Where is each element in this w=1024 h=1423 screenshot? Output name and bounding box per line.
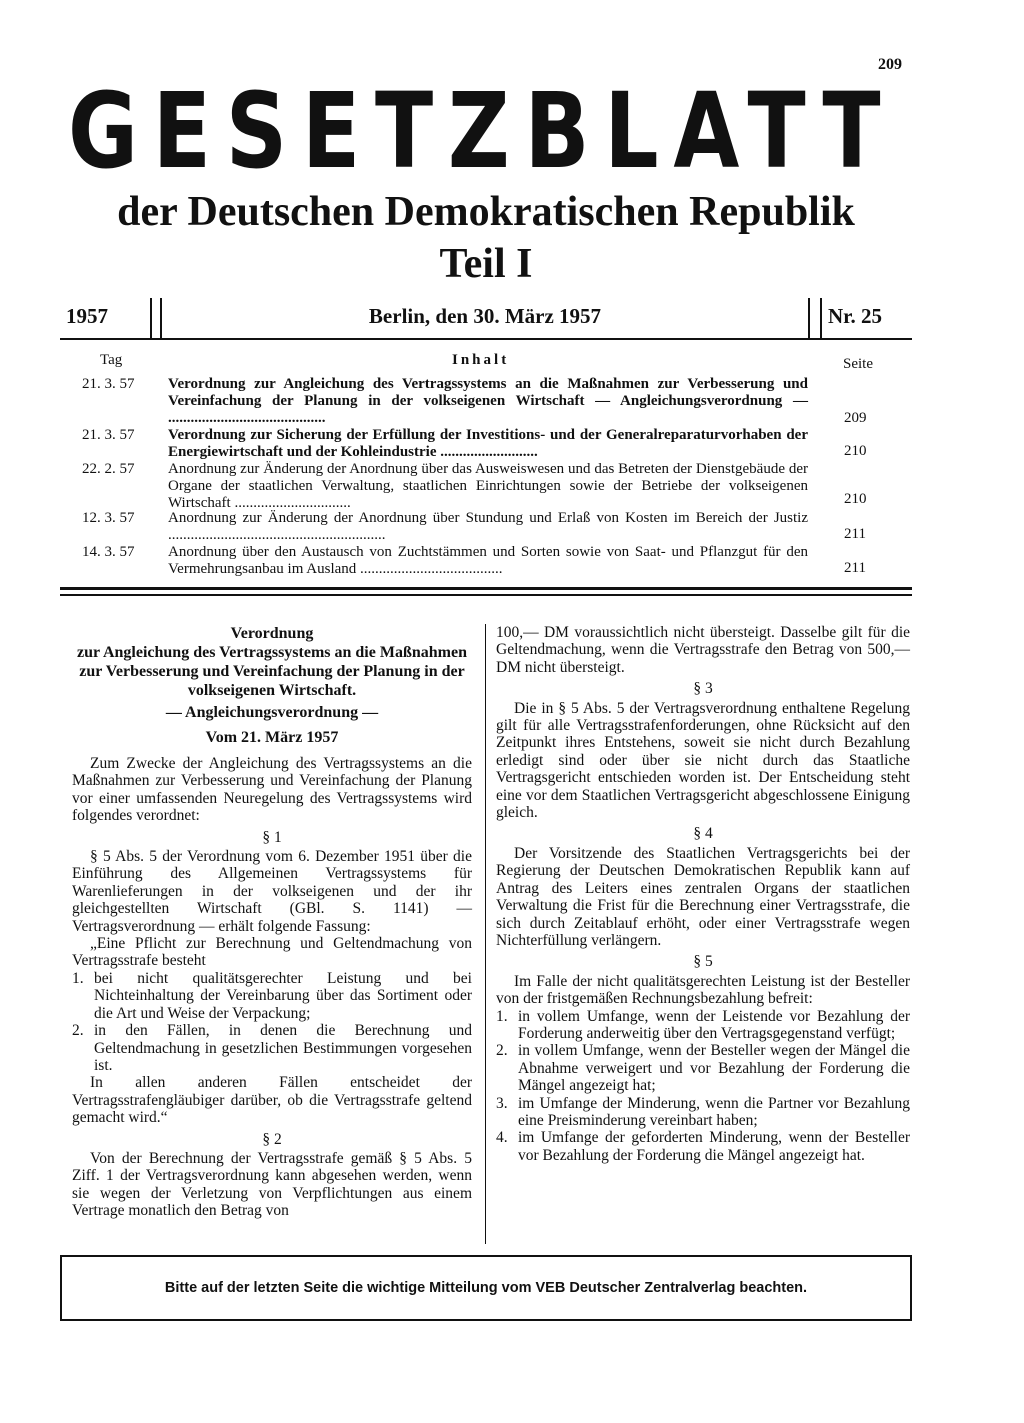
article-title: Verordnung	[230, 625, 314, 642]
list-item-text: in vollem Umfange, wenn der Besteller wegen der Mängel die Abnahme verweigert und vor Bezahlung der Forderung die Mängel angezeigt hat;	[518, 1042, 910, 1095]
toc-entry-page: 209	[844, 410, 867, 426]
toc-column-seite: Seite	[843, 356, 873, 372]
toc-entry-title: Anordnung zur Änderung der Anordnung über Stundung und Erlaß von Kosten im Bereich der Justiz ..........................................................	[168, 510, 808, 543]
toc-entry-date: 21. 3. 57	[82, 427, 135, 443]
toc-entry-title: Anordnung über den Austausch von Zuchtstämmen und Sorten sowie von Saat- und Pflanzgut für den Vermehrungsanbau im Ausland ......................................	[168, 544, 808, 577]
header-rule	[60, 338, 912, 340]
article-short-title: — Angleichungsverordnung —	[165, 704, 379, 721]
list-item	[496, 1008, 910, 1043]
toc-bottom-rule-2	[60, 594, 912, 596]
list-item-text: in vollem Umfange, wenn der Leistende vor Bezahlung der Forderung anderweitig über den Vertragsgegenstand verfügt;	[518, 1007, 910, 1042]
toc-entry-title: Anordnung zur Änderung der Anordnung über das Ausweiswesen und das Betreten der Dienstgebäude der Organe der staatlichen Verwaltung, staatlichen Einrichtungen sowie der Betriebe der volkseigenen Wirtschaft ...............................	[168, 461, 808, 511]
list-item-number: 4.	[496, 1129, 508, 1147]
notice-box: Bitte auf der letzten Seite die wichtige Mitteilung vom VEB Deutscher Zentralverlag beachten.	[60, 1255, 912, 1321]
section-5-heading: § 5	[693, 953, 713, 971]
article-title-rest: zur Angleichung des Vertragssystems an die Maßnahmen zur Verbesserung und Vereinfachung der Planung in der volkseigenen Wirtschaft.	[77, 644, 467, 699]
toc-entry[interactable]	[82, 510, 902, 544]
list-item	[72, 1022, 472, 1074]
toc-entry-date: 22. 2. 57	[82, 461, 135, 477]
toc-entry-title: Verordnung zur Angleichung des Vertragssystems an die Maßnahmen zur Verbesserung und Vereinfachung der Planung in der volkseigenen Wirtschaft — Angleichungsverordnung — ..........................................	[168, 376, 808, 426]
issue-place-date: Berlin, den 30. März 1957	[160, 298, 810, 338]
article-right-column	[496, 624, 910, 1164]
toc-entry-page: 210	[844, 491, 867, 507]
toc-heading: Inhalt	[452, 352, 510, 368]
section-1-closing: In allen anderen Fällen entscheidet der Vertragsstrafengläubiger darüber, ob die Vertragsstrafe geltend gemacht wird.“	[72, 1074, 472, 1127]
list-item-number: 2.	[496, 1042, 508, 1060]
section-3-text: Die in § 5 Abs. 5 der Vertragsverordnung enthaltene Regelung gilt für alle Vertragsstrafenforderungen, ohne Rücksicht auf den Zeitpunkt ihres Entstehens, soweit sie nicht durch Bezahlung erledigt sind oder über sie nicht durch das Staatliche Vertragsgericht entschieden worden ist. Der Entscheidung steht eine vor dem Staatlichen Vertragsgericht abgeschlossene Einigung gleich.	[496, 699, 910, 822]
masthead-subtitle: der Deutschen Demokratischen Republik	[117, 189, 855, 235]
column-divider	[485, 624, 486, 1244]
toc-entry-page: 211	[844, 526, 866, 542]
toc-column-tag: Tag	[100, 352, 123, 368]
article-left-column	[72, 624, 472, 1220]
toc-entry[interactable]	[82, 544, 902, 578]
list-item-number: 1.	[496, 1007, 508, 1025]
toc-entry-date: 12. 3. 57	[82, 510, 135, 526]
list-item	[496, 1095, 910, 1130]
list-item	[72, 970, 472, 1022]
section-2-heading: § 2	[262, 1130, 282, 1148]
masthead-part: Teil I	[439, 241, 533, 287]
list-item-number: 2.	[72, 1022, 84, 1040]
toc-entry-date: 21. 3. 57	[82, 376, 135, 392]
list-item-number: 1.	[72, 969, 84, 987]
section-5-text: Im Falle der nicht qualitätsgerechten Leistung ist der Besteller von der fristgemäßen Rechnungsbezahlung befreit:	[496, 972, 910, 1008]
section-2-text-continued: 100,— DM voraussichtlich nicht übersteigt. Dasselbe gilt für die Geltendmachung, wenn die Vertragsstrafe den Betrag von 500,— DM nicht übersteigt.	[496, 624, 910, 676]
list-item-text: im Umfange der geforderten Minderung, wenn der Besteller vor Bezahlung der Forderung die Mängel angezeigt hat.	[518, 1129, 910, 1164]
toc-entry[interactable]	[82, 427, 902, 461]
toc-entry-date: 14. 3. 57	[82, 544, 135, 560]
article-preamble: Zum Zwecke der Angleichung des Vertragssystems an die Maßnahmen zur Verbesserung und Vereinfachung der Planung vor einer umfassenden Neuregelung des Vertragssystems wird folgendes verordnet:	[72, 755, 472, 825]
list-item-text: bei nicht qualitätsgerechter Leistung und bei Nichteinhaltung der Vereinbarung über das Sortiment oder die Art und Weise der Verpackung;	[94, 969, 472, 1022]
section-3-heading: § 3	[693, 680, 713, 698]
toc-bottom-rule	[60, 587, 912, 590]
toc-entry[interactable]	[82, 461, 902, 513]
section-4-heading: § 4	[693, 825, 713, 843]
list-item-text: im Umfange der Minderung, wenn die Partner vor Bezahlung eine Preisminderung vereinbart haben;	[518, 1094, 910, 1129]
section-1-heading: § 1	[262, 828, 282, 846]
page-number: 209	[878, 56, 902, 73]
list-item	[496, 1042, 910, 1094]
issue-year: 1957	[60, 298, 152, 338]
toc-entry[interactable]	[82, 376, 902, 428]
issue-number: Nr. 25	[820, 298, 910, 338]
toc-entry-page: 211	[844, 560, 866, 576]
list-item-number: 3.	[496, 1094, 508, 1112]
list-item	[496, 1129, 910, 1164]
section-1-quote-intro: „Eine Pflicht zur Berechnung und Geltendmachung von Vertragsstrafe besteht	[72, 935, 472, 970]
section-2-text: Von der Berechnung der Vertragsstrafe gemäß § 5 Abs. 5 Ziff. 1 der Vertragsverordnung kann abgesehen werden, wenn sie wegen der Verletzung von Verpflichtungen aus einem Vertrage monatlich den Betrag von	[72, 1149, 472, 1220]
section-4-text: Der Vorsitzende des Staatlichen Vertragsgerichts bei der Regierung der Deutschen Demokratischen Republik kann auf Antrag des Leiters eines zentralen Organs der staatlichen Verwaltung die Frist für die Berechnung einer Vertragsstrafe, die sich durch Zeitablauf erhöht, oder einer Vertragsstrafe wegen Nichterfüllung verlängern.	[496, 844, 910, 949]
section-1-text: § 5 Abs. 5 der Verordnung vom 6. Dezember 1951 über die Einführung des Allgemeinen Vertragssystems für Warenlieferungen in der volkseigenen und der ihr gleichgestellten Wirtschaft (GBl. S. 1141) — Vertragsverordnung — erhält folgende Fassung:	[72, 848, 472, 935]
article-dated: Vom 21. März 1957	[205, 729, 339, 746]
list-item-text: in den Fällen, in denen die Berechnung und Geltendmachung in gesetzlichen Bestimmungen vorgesehen ist.	[94, 1022, 472, 1074]
toc-entry-page: 210	[844, 443, 867, 459]
masthead-title: GESETZBLATT	[68, 70, 896, 192]
toc-entry-title: Verordnung zur Sicherung der Erfüllung der Investitions- und der Generalreparaturvorhaben der Energiewirtschaft und der Kohleindustrie ..........................	[168, 427, 808, 460]
